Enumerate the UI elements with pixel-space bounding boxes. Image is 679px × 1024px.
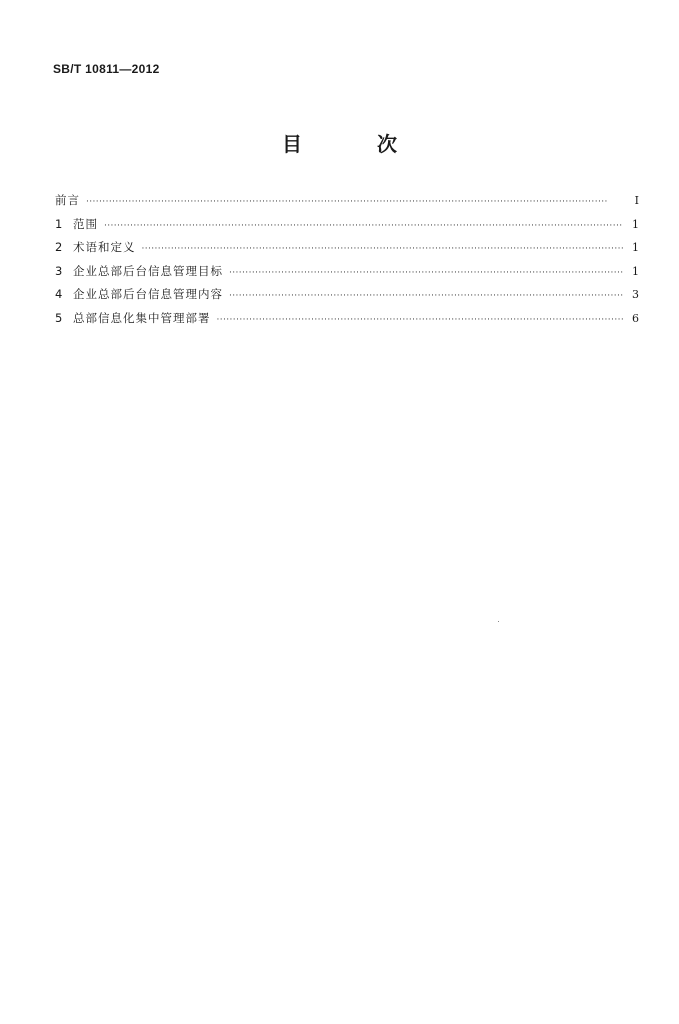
toc-leader-dots <box>104 221 623 231</box>
toc-leader-dots <box>229 291 623 301</box>
toc-leader-dots <box>86 197 623 207</box>
toc-entry-number: 1 <box>55 216 63 231</box>
toc-entry-objectives[interactable] <box>55 263 639 287</box>
toc-entry-number: 3 <box>55 263 63 278</box>
toc-entry-page: 3 <box>632 288 639 301</box>
toc-entry-contents[interactable] <box>55 286 639 310</box>
toc-leader-dots <box>217 315 624 325</box>
toc-entry-deployment[interactable] <box>55 310 639 334</box>
toc-entry-page: 1 <box>632 264 639 278</box>
toc-entry-page: 6 <box>632 311 639 325</box>
toc-entry-number: 2 <box>55 240 63 254</box>
toc-entry-label: 企业总部后台信息管理目标 <box>73 263 223 278</box>
toc-entry-page: 1 <box>632 241 639 254</box>
toc-entry-label: 术语和定义 <box>73 240 136 254</box>
toc-entry-label: 前言 <box>55 193 80 207</box>
toc-entry-page: Ⅰ <box>634 194 639 207</box>
toc-entry-label: 范围 <box>73 216 98 231</box>
table-of-contents <box>55 192 639 333</box>
scan-speck <box>498 621 499 622</box>
toc-entry-scope[interactable] <box>55 216 639 240</box>
toc-leader-dots <box>229 268 623 278</box>
toc-entry-label: 总部信息化集中管理部署 <box>73 310 211 325</box>
toc-entry-page: 1 <box>632 217 639 231</box>
page-title: 目 次 <box>282 132 431 156</box>
toc-leader-dots <box>142 244 624 254</box>
toc-entry-label: 企业总部后台信息管理内容 <box>73 287 223 301</box>
standard-code: SB/T 10811—2012 <box>53 62 160 76</box>
toc-entry-number: 4 <box>55 287 63 301</box>
toc-entry-foreword[interactable] <box>55 192 639 216</box>
toc-entry-terms[interactable] <box>55 239 639 263</box>
toc-entry-number: 5 <box>55 310 63 325</box>
